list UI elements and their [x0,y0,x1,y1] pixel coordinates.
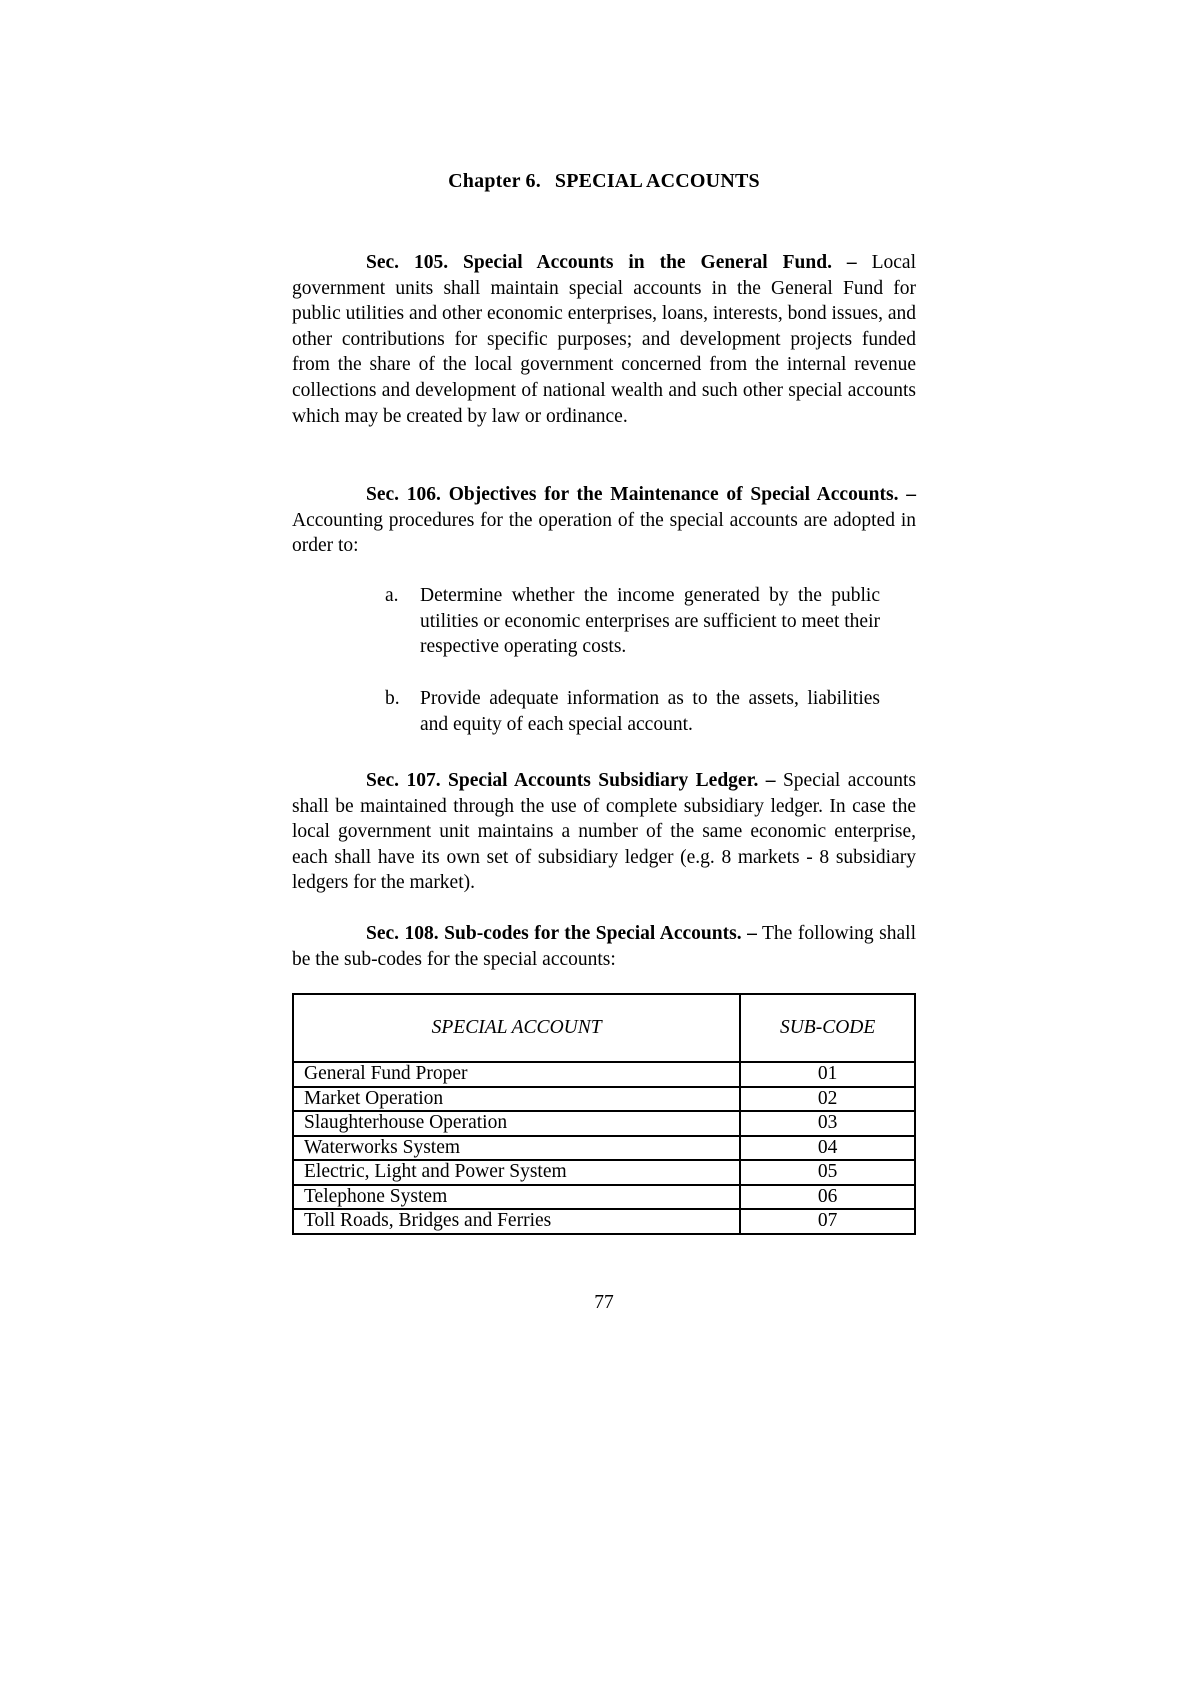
table-row [293,1087,915,1112]
sub-code-cell: 05 [740,1160,915,1185]
section-heading: Sec. 108. Sub-codes for the Special Accounts. – [366,923,757,944]
table-row [293,1111,915,1136]
account-name-cell: Electric, Light and Power System [293,1160,740,1185]
table-row [293,1209,915,1234]
section-107 [292,768,916,896]
sub-code-cell: 04 [740,1136,915,1161]
account-name-cell: General Fund Proper [293,1062,740,1087]
table-row [293,1160,915,1185]
sub-code-cell: 01 [740,1062,915,1087]
objectives-list-item-b [385,686,880,737]
section-108 [292,921,916,972]
chapter-heading [292,170,916,193]
table-header-row [293,994,915,1062]
section-heading: Sec. 107. Special Accounts Subsidiary Ledger. – [366,770,776,791]
sub-code-cell: 06 [740,1185,915,1210]
section-body: Local government units shall maintain special accounts in the General Fund for public utilities and other economic enterprises, loans, interests, bond issues, and other contributions for specific purposes; and development projects funded from the share of the local government concerned from the internal revenue collections and development of national wealth and such other special accounts which may be created by law or ordinance. [292,252,916,427]
account-name-cell: Market Operation [293,1087,740,1112]
table-row [293,1185,915,1210]
list-item-text: Determine whether the income generated by the public utilities or economic enterprises are sufficient to meet their respective operating costs. [420,585,880,658]
account-name-cell: Slaughterhouse Operation [293,1111,740,1136]
chapter-number: Chapter 6. [448,170,541,192]
subcode-table [292,993,916,1235]
section-body: Special accounts shall be maintained through the use of complete subsidiary ledger. In case the local government unit maintains a number of the same economic enterprise, each shall have its own set of subsidiary ledger (e.g. 8 markets - 8 subsidiary ledgers for the market). [292,770,916,894]
table-row [293,1062,915,1087]
section-body: Accounting procedures for the operation of the special accounts are adopted in order to: [292,509,916,557]
sub-code-cell: 07 [740,1209,915,1234]
objectives-list-item-a [385,583,880,660]
table-row [293,1136,915,1161]
section-106 [292,482,916,559]
list-marker: a. [385,585,399,606]
list-item [385,686,880,737]
column-header-special-account: SPECIAL ACCOUNT [293,994,740,1062]
list-item-text: Provide adequate information as to the assets, liabilities and equity of each special account. [420,688,880,735]
sub-code-cell: 03 [740,1111,915,1136]
account-name-cell: Waterworks System [293,1136,740,1161]
section-body: The following shall be the sub-codes for the special accounts: [292,923,916,970]
column-header-sub-code: SUB-CODE [740,994,915,1062]
section-heading: Sec. 105. Special Accounts in the General Fund. – [366,252,857,273]
chapter-title: SPECIAL ACCOUNTS [554,170,760,192]
list-marker: b. [385,688,400,709]
list-item [385,583,880,660]
section-105 [292,250,916,429]
account-name-cell: Toll Roads, Bridges and Ferries [293,1209,740,1234]
page-number: 77 [594,1292,614,1313]
sub-code-cell: 02 [740,1087,915,1112]
section-heading: Sec. 106. Objectives for the Maintenance of Special Accounts. – [366,484,916,505]
account-name-cell: Telephone System [293,1185,740,1210]
